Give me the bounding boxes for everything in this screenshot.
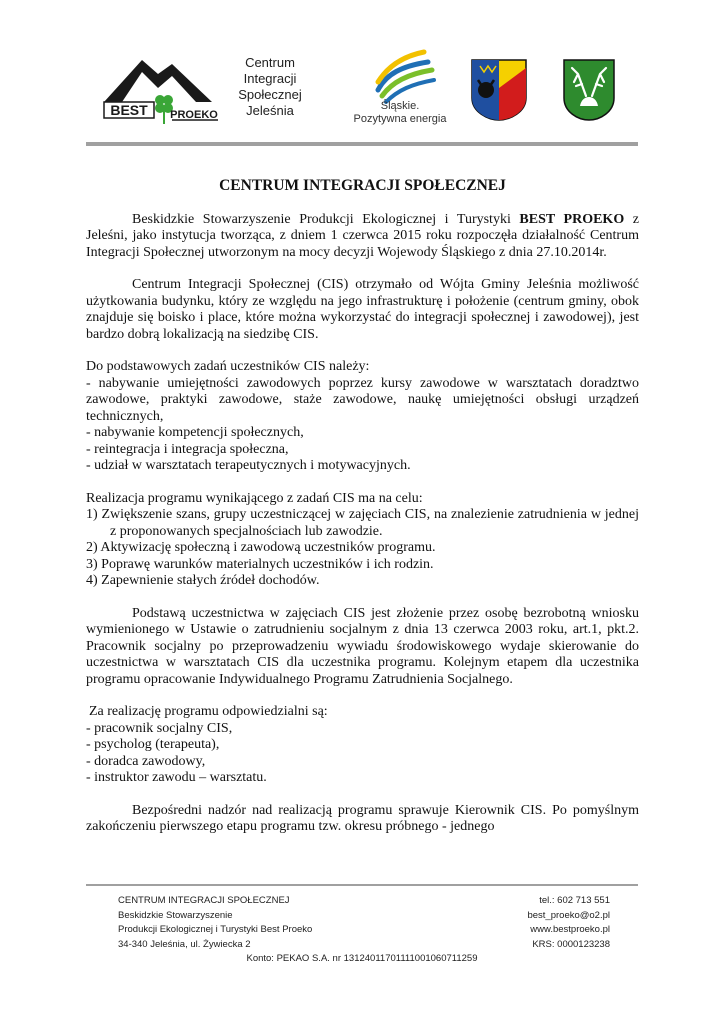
document-title: CENTRUM INTEGRACJI SPOŁECZNEJ [219,177,506,194]
footer-line: Produkcji Ekologicznej i Turystyki Best Proeko [118,924,313,935]
list-item: - pracownik socjalny CIS, [86,720,233,736]
crest-jelesnia-icon [562,58,616,122]
footer-bank-account: Konto: PEKAO S.A. nr 13124011701111001060711259 [246,953,478,964]
list-item: - udział w warsztatach terapeutycznych i motywacyjnych. [86,458,411,473]
slaskie-label [340,100,460,126]
footer-email: best_proeko@o2.pl [527,909,610,921]
centrum-label [228,55,312,119]
list-item: 1) Zwiększenie szans, grupy uczestniczącej w zajęciach CIS, na znalezienie zatrudnienia w jednej z proponowanych specjalnościach lub zawodzie. [86,507,639,539]
proeko-logo-text: PROEKO [170,109,218,121]
footer-phone: tel.: 602 713 551 [539,895,610,906]
goals-intro: Realizacja programu wynikającego z zadań CIS ma na celu: [86,490,423,506]
tasks-intro: Do podstawowych zadań uczestników CIS należy: [86,359,370,374]
slaskie-line: Pozytywna energia [353,113,447,125]
paragraph-intro [86,212,639,262]
footer-divider [86,884,638,886]
document-body [86,178,639,852]
paragraph-building: Centrum Integracji Społecznej (CIS) otrzymało od Wójta Gminy Jeleśnia możliwość użytkowania budynku, który ze względu na jego infrastrukturę i położenie (centrum gminy, obok znajduje się boisko i place, które można wykorzystać do integracji społecznej i zawodowej), jest bardzo dobrą lokalizacją na siedzibę CIS. [86,277,639,342]
paragraph-participation: Podstawą uczestnictwa w zajęciach CIS jest złożenie przez osobę bezrobotną wniosku wymienionego w Ustawie o zatrudnieniu socjalnym z dnia 13 czerwca 2003 roku, art.1, pkt.2. Pracownik socjalny po przeprowadzeniu wywiadu środowiskowego wydaje skierowanie do uczestnictwa w warsztatach CIS dla uczestnika programu. Kolejnym etapem dla uczestnika programu opracowanie Indywidualnego Programu Zatrudnienia Socjalnego. [86,605,639,687]
list-item: 2) Aktywizację społeczną i zawodową uczestników programu. [86,540,436,555]
list-item: - reintegracja i integracja społeczna, [86,441,289,457]
tasks-list [86,376,639,475]
footer-line: Beskidzkie Stowarzyszenie [118,909,233,921]
centrum-line: Integracji [243,71,297,86]
footer-address [118,894,418,952]
list-item: - nabywanie kompetencji społecznych, [86,425,304,440]
centrum-line: Jeleśnia [246,103,294,118]
footer-line: CENTRUM INTEGRACJI SPOŁECZNEJ [118,895,290,906]
list-item: 4) Zapewnienie stałych źródeł dochodów. [86,573,320,588]
slaskie-line: Śląskie. [380,100,420,112]
footer-line: 34-340 Jeleśnia, ul. Żywiecka 2 [118,938,251,950]
list-item: - nabywanie umiejętności zawodowych poprzez kursy zawodowe w warsztatach doradztwo zawodowe, praktyki zawodowe, staże zawodowe, naukę umiejętności obsługi urządzeń technicznych, [86,375,639,424]
list-item: - psycholog (terapeuta), [86,737,220,752]
list-item: 3) Poprawę warunków materialnych uczestników i ich rodzin. [86,556,434,572]
footer-website: www.bestproeko.pl [530,924,610,935]
best-proeko-bold: BEST PROEKO [519,211,625,227]
goals-list [86,507,639,590]
crest-zywiec-icon [470,58,528,122]
paragraph-intro-end: z Jeleśni, jako instytucja tworząca, z dniem 1 czerwca 2015 roku rozpoczęła działalność Centrum Integracji Społecznej utworzonym na mocy decyzji Wojewody Śląskiego z dnia 27.10.2014r. [86,211,640,260]
paragraph-supervision: Bezpośredni nadzór nad realizacją programu sprawuje Kierownik CIS. Po pomyślnym zakończeniu pierwszego etapu programu tzw. okresu próbnego - jednego [86,802,639,834]
centrum-line: Centrum [245,55,295,70]
footer-contact [430,894,610,952]
header-divider [86,142,638,146]
responsible-list [86,721,639,787]
responsible-section [86,704,639,787]
centrum-line: Społecznej [238,87,302,102]
responsible-intro: Za realizację programu odpowiedzialni są: [89,704,328,719]
letterhead [0,0,725,145]
footer-krs: KRS: 0000123238 [532,938,610,950]
best-logo-text: BEST [110,102,148,118]
paragraph-intro-start: Beskidzkie Stowarzyszenie Produkcji Ekologicznej i Turystyki [132,211,520,227]
best-proeko-logo [100,54,220,129]
list-item: - instruktor zawodu – warsztatu. [86,770,267,785]
list-item: - doradca zawodowy, [86,753,206,769]
